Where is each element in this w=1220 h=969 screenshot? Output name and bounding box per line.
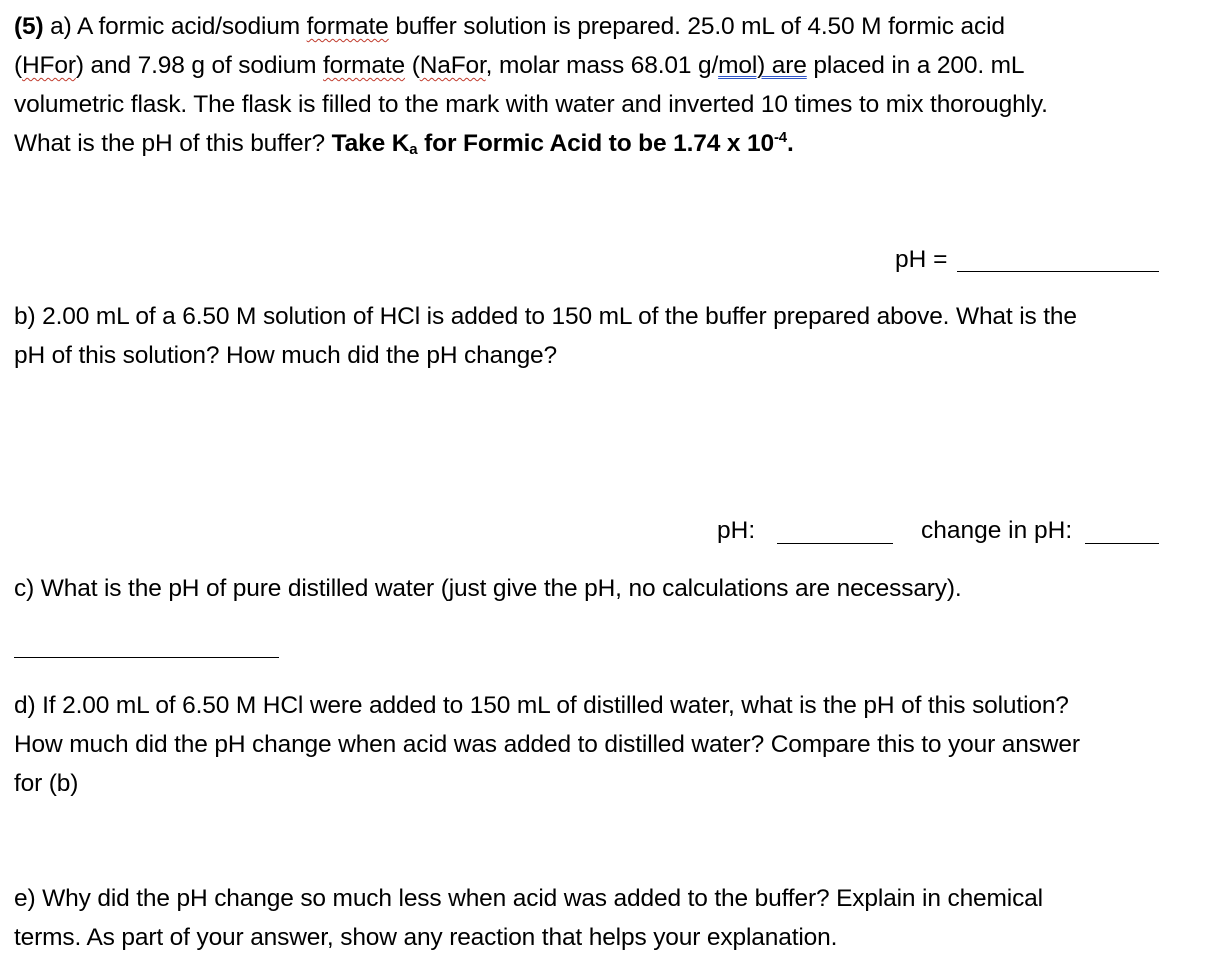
question-a-text: buffer solution is prepared. 25.0 mL of 4.50 M formic acid [388,13,1005,40]
ka-statement [332,130,794,157]
question-a-text: ( [14,52,23,79]
question-a-text: , molar mass 68.01 g/ [485,52,719,79]
question-a-text: ) and 7.98 g of sodium [75,52,324,79]
answer-b-change-label: change in pH: [921,517,1073,544]
spellcheck-nafor: NaFor [419,52,486,79]
ka-text: Take K [331,130,410,157]
answer-c-blank[interactable] [14,657,279,658]
question-b-line-2: pH of this solution? How much did the pH change? [14,342,558,369]
question-a-text: ( [405,52,420,79]
question-a-text: a) A formic acid/sodium [43,13,307,40]
answer-b-ph-blank[interactable] [777,543,893,544]
question-d-line-2: How much did the pH change when acid was added to distilled water? Compare this to your answer [14,731,1080,758]
question-a-text: What is the pH of this buffer? [14,130,332,157]
question-d-line-1: d) If 2.00 mL of 6.50 M HCl were added to 150 mL of distilled water, what is the pH of this solution? [14,692,1069,719]
ka-text: . [787,130,794,157]
answer-b-change-blank[interactable] [1085,543,1159,544]
question-a-line-3: volumetric flask. The flask is filled to the mark with water and inverted 10 times to mix thoroughly. [14,91,1048,118]
question-b-line-1: b) 2.00 mL of a 6.50 M solution of HCl is added to 150 mL of the buffer prepared above. What is the [14,303,1077,330]
ka-exponent: -4 [773,129,787,146]
spellcheck-hfor: HFor [22,52,76,79]
question-number: (5) [14,13,44,40]
question-d-line-3: for (b) [14,770,79,797]
answer-b-ph-label: pH: [717,517,756,544]
question-e-line-1: e) Why did the pH change so much less when acid was added to the buffer? Explain in chemical [14,885,1043,912]
ka-subscript: a [409,141,418,158]
ka-text: for Formic Acid to be 1.74 x 10 [417,130,774,157]
question-c-line-1: c) What is the pH of pure distilled water (just give the pH, no calculations are necessary). [14,575,962,602]
question-a-text: placed in a 200. mL [806,52,1025,79]
question-a-line-4 [14,129,794,159]
answer-a-blank[interactable] [957,271,1159,272]
question-a-line-1 [14,12,1005,42]
answer-a-label: pH = [895,246,948,273]
grammar-mark-mol-are: mol) are [718,52,807,79]
spellcheck-formate: formate [306,13,389,40]
question-a-line-2 [14,51,1024,81]
spellcheck-formate: formate [323,52,406,79]
question-e-line-2: terms. As part of your answer, show any reaction that helps your explanation. [14,924,838,951]
